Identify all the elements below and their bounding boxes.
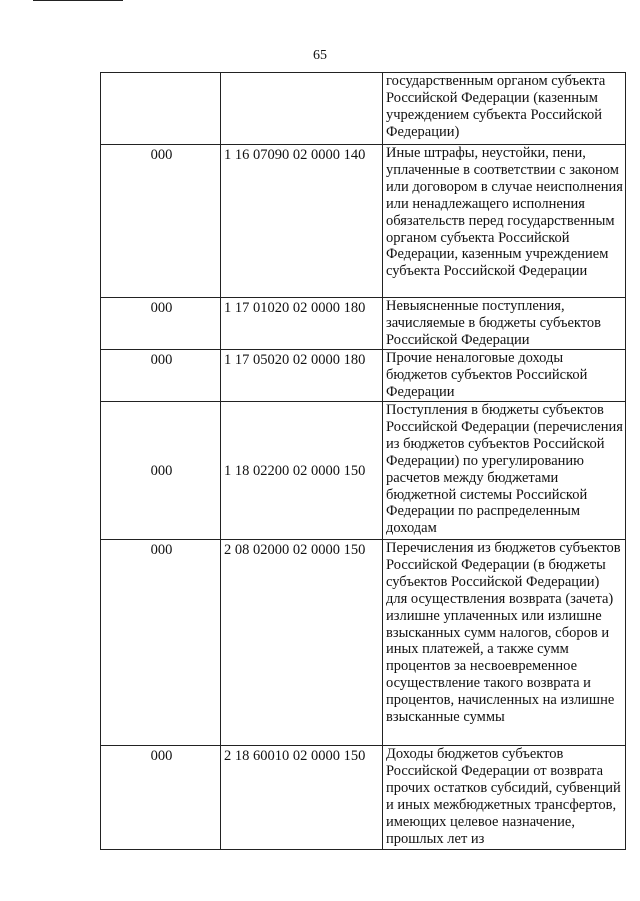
table-row bbox=[101, 145, 626, 298]
table-row bbox=[101, 73, 626, 145]
table-row bbox=[101, 350, 626, 402]
revenue-name-cell: Прочие неналоговые доходы бюджетов субъектов Российской Федерации bbox=[383, 350, 626, 402]
admin-code-cell: 000 bbox=[101, 402, 221, 540]
admin-code-cell: 000 bbox=[101, 298, 221, 350]
admin-code-cell: 000 bbox=[101, 145, 221, 298]
admin-code-cell bbox=[101, 73, 221, 145]
revenue-name-cell: Иные штрафы, неустойки, пени, уплаченные в соответствии с законом или договором в случае неисполнения или ненадлежащего исполнения обязательств перед государственным органом субъекта Российской Федерации, казенным учреждением субъекта Российской Федерации bbox=[383, 145, 626, 298]
revenue-name-cell: Поступления в бюджеты субъектов Российской Федерации (перечисления из бюджетов субъектов Российской Федерации) по урегулированию расчетов между бюджетами бюджетной системы Российской Федерации по распределенным доходам bbox=[383, 402, 626, 540]
table-row bbox=[101, 540, 626, 746]
kbk-code-cell: 1 17 01020 02 0000 180 bbox=[221, 298, 383, 350]
kbk-code-cell: 1 17 05020 02 0000 180 bbox=[221, 350, 383, 402]
table-row bbox=[101, 746, 626, 850]
table-row bbox=[101, 298, 626, 350]
table-row bbox=[101, 402, 626, 540]
revenue-name-cell: Перечисления из бюджетов субъектов Российской Федерации (в бюджеты субъектов Российской Федерации) для осуществления возврата (зачета) излишне уплаченных или излишне взысканных сумм налогов, сборов и иных платежей, а также сумм процентов за несвоевременное осуществление такого возврата и процентов, начисленных на излишне взысканные суммы bbox=[383, 540, 626, 746]
admin-code-cell: 000 bbox=[101, 746, 221, 850]
revenue-name-cell: Доходы бюджетов субъектов Российской Федерации от возврата прочих остатков субсидий, субвенций и иных межбюджетных трансфертов, имеющих целевое назначение, прошлых лет из bbox=[383, 746, 626, 850]
top-rule bbox=[33, 0, 123, 1]
kbk-code-cell: 2 08 02000 02 0000 150 bbox=[221, 540, 383, 746]
revenue-name-cell: государственным органом субъекта Российской Федерации (казенным учреждением субъекта Российской Федерации) bbox=[383, 73, 626, 145]
revenue-name-cell: Невыясненные поступления, зачисляемые в бюджеты субъектов Российской Федерации bbox=[383, 298, 626, 350]
admin-code-cell: 000 bbox=[101, 540, 221, 746]
kbk-code-cell: 1 18 02200 02 0000 150 bbox=[221, 402, 383, 540]
kbk-code-cell: 1 16 07090 02 0000 140 bbox=[221, 145, 383, 298]
page-number: 65 bbox=[313, 48, 327, 63]
kbk-code-cell bbox=[221, 73, 383, 145]
budget-classification-table bbox=[100, 72, 626, 850]
table-body bbox=[101, 73, 626, 850]
kbk-code-cell: 2 18 60010 02 0000 150 bbox=[221, 746, 383, 850]
admin-code-cell: 000 bbox=[101, 350, 221, 402]
